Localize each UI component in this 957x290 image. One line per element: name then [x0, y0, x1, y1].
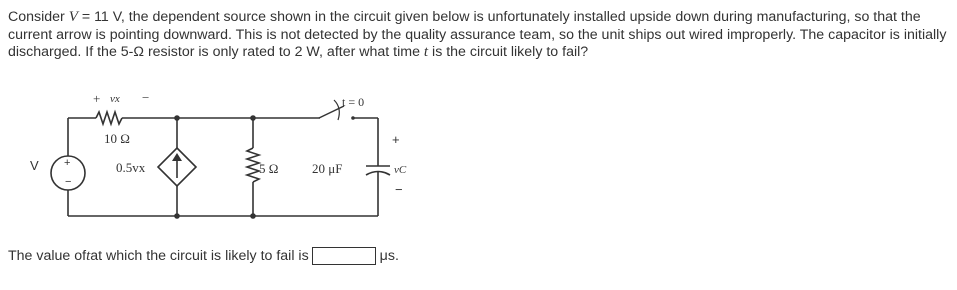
source-plus: +: [64, 157, 71, 169]
answer-input[interactable]: [312, 247, 376, 265]
source-minus: −: [65, 176, 72, 188]
r2-label: 5 Ω: [259, 161, 279, 176]
answer-row: The value of t at which the circuit is likely to fail is μs.: [8, 248, 399, 264]
source-label: V: [30, 158, 39, 173]
switch-label: t = 0: [342, 95, 365, 109]
cap-label: 20 μF: [312, 161, 343, 176]
var-t: t: [423, 44, 429, 60]
var-t-answer: t: [86, 248, 91, 264]
r1-label: 10 Ω: [104, 131, 130, 146]
unit-label: μs.: [379, 248, 399, 264]
vx-plus: +: [93, 91, 101, 106]
circuit-diagram: [20, 86, 420, 226]
vx-minus: −: [142, 90, 150, 105]
vx-label: vx: [110, 93, 120, 105]
resistor-10-ohm: [96, 112, 122, 124]
resistor-5-ohm: [247, 148, 259, 182]
var-v: V: [68, 9, 78, 25]
dep-source-label: 0.5vx: [116, 160, 146, 175]
problem-statement: Consider V = 11 V, the dependent source shown in the circuit given below is unfortunately installed upside down during manufacturing, so that the current arrow is pointing downward. This is not detected by the quality assurance team, so the unit ships out wired improperly. The capacitor is initially discharged. If the 5-Ω resistor is only rated to 2 W, after what time t is the circuit likely to fail?: [8, 9, 947, 60]
vc-label: vC: [394, 164, 407, 176]
vc-minus: −: [395, 182, 403, 197]
vc-plus: +: [392, 132, 400, 147]
